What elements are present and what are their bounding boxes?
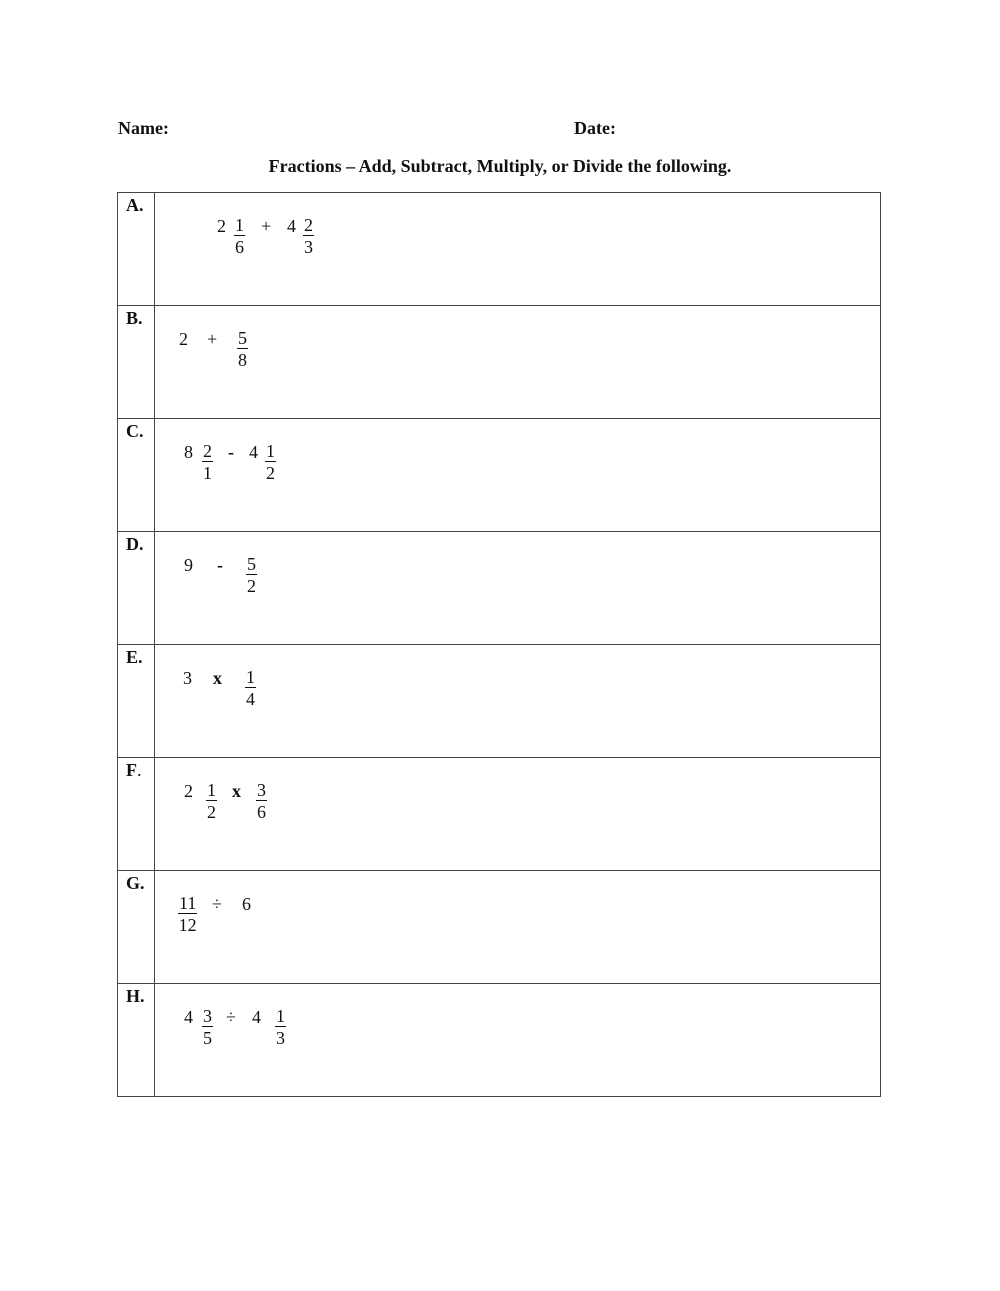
fraction: 2 3	[304, 215, 313, 257]
problem-row-c	[118, 419, 881, 532]
problem-label: G.	[118, 871, 155, 984]
problem-row-a	[118, 193, 881, 306]
fraction: 1 2	[207, 780, 216, 822]
problem-row-g	[118, 871, 881, 984]
operator: ÷	[226, 1007, 236, 1027]
operator: -	[228, 442, 234, 462]
problem-row-h	[118, 984, 881, 1097]
fraction: 3 5	[203, 1006, 212, 1048]
problem-row-e	[118, 645, 881, 758]
fraction: 3 6	[257, 780, 266, 822]
whole-number: 9	[184, 555, 193, 575]
problem-label: F.	[118, 758, 155, 871]
problem-label: D.	[118, 532, 155, 645]
problem-row-d	[118, 532, 881, 645]
problem-cell[interactable]	[155, 193, 881, 306]
operator: +	[207, 329, 218, 349]
problem-row-f	[118, 758, 881, 871]
fraction: 1 3	[276, 1006, 285, 1048]
whole-number: 2	[179, 329, 188, 349]
problem-cell[interactable]	[155, 871, 881, 984]
whole-number: 4	[249, 442, 258, 462]
problem-cell[interactable]	[155, 984, 881, 1097]
fraction: 5 2	[247, 554, 256, 596]
problem-label: C.	[118, 419, 155, 532]
whole-number: 4	[252, 1007, 261, 1027]
fraction: 1 4	[246, 667, 255, 709]
fraction: 2 1	[203, 441, 212, 483]
operator: x	[232, 781, 241, 801]
whole-number: 4	[287, 216, 296, 236]
whole-number: 3	[183, 668, 192, 688]
operator: ÷	[212, 894, 222, 914]
whole-number: 6	[242, 894, 251, 914]
fraction: 11 12	[178, 893, 197, 935]
fraction: 5 8	[238, 328, 247, 370]
problem-cell[interactable]	[155, 758, 881, 871]
name-label: Name:	[118, 118, 169, 138]
problem-label: E.	[118, 645, 155, 758]
problem-cell[interactable]	[155, 645, 881, 758]
problems-table	[117, 192, 881, 1097]
operator: +	[261, 216, 272, 236]
problem-cell[interactable]	[155, 419, 881, 532]
problem-cell[interactable]	[155, 306, 881, 419]
worksheet-title: Fractions – Add, Subtract, Multiply, or Divide the following.	[268, 156, 732, 176]
operator: x	[213, 668, 222, 688]
problem-row-b	[118, 306, 881, 419]
problem-label: A.	[118, 193, 155, 306]
whole-number: 2	[184, 781, 193, 801]
whole-number: 4	[184, 1007, 193, 1027]
date-label: Date:	[574, 118, 616, 138]
whole-number: 2	[217, 216, 226, 236]
operator: -	[217, 555, 223, 575]
problem-cell[interactable]	[155, 532, 881, 645]
fraction: 1 2	[266, 441, 275, 483]
fraction: 1 6	[235, 215, 244, 257]
whole-number: 8	[184, 442, 193, 462]
problem-label: H.	[118, 984, 155, 1097]
problem-label: B.	[118, 306, 155, 419]
